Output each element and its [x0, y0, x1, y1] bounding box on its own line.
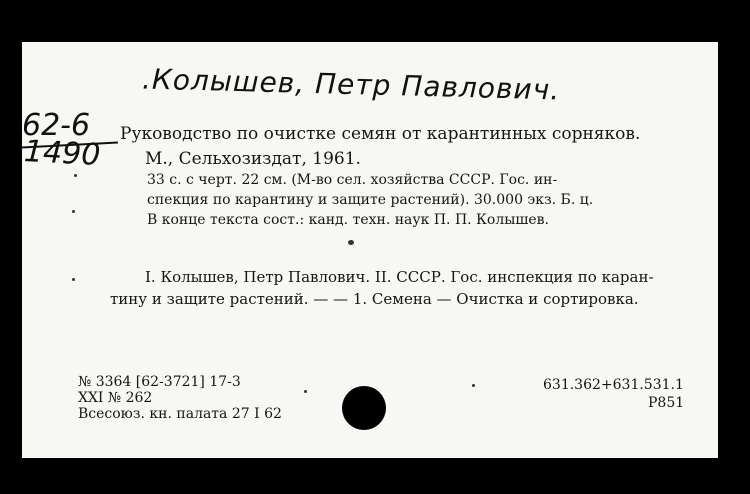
- ink-speck: [74, 174, 77, 177]
- description-line: 33 с. с черт. 22 см. (М-во сел. хозяйства СССР. Гос. ин-: [147, 172, 558, 188]
- call-number-bottom: 1490: [23, 134, 102, 173]
- ink-speck: [348, 240, 354, 245]
- ink-speck: [304, 390, 307, 393]
- handwritten-author-name: .Колышев, Петр Павлович.: [141, 62, 561, 107]
- punch-hole: [342, 386, 386, 430]
- registry-number: № 3364 [62-3721] 17-3: [78, 374, 241, 390]
- tracing-line: тину и защите растений. — — 1. Семена — Очистка и сортировка.: [110, 290, 639, 308]
- ink-speck: [72, 278, 75, 281]
- classification-code: 631.362+631.531.1: [543, 377, 684, 393]
- imprint: М., Сельхозиздат, 1961.: [145, 149, 361, 169]
- tracing-line: I. Колышев, Петр Павлович. II. СССР. Гос. инспекция по каран-: [145, 268, 654, 286]
- shelf-mark: Р851: [648, 395, 685, 411]
- description-line: В конце текста сост.: канд. техн. наук П. П. Колышев.: [147, 212, 549, 228]
- ink-speck: [472, 384, 475, 387]
- catalog-card: [22, 42, 718, 458]
- publisher-chamber: Всесоюз. кн. палата 27 I 62: [78, 406, 282, 422]
- call-number-top: 62-6: [22, 108, 91, 143]
- ink-speck: [72, 210, 75, 213]
- book-title: Руководство по очистке семян от карантинных сорняков.: [120, 124, 641, 144]
- series-number: XXI № 262: [78, 390, 153, 406]
- description-line: спекция по карантину и защите растений). 30.000 экз. Б. ц.: [147, 192, 594, 208]
